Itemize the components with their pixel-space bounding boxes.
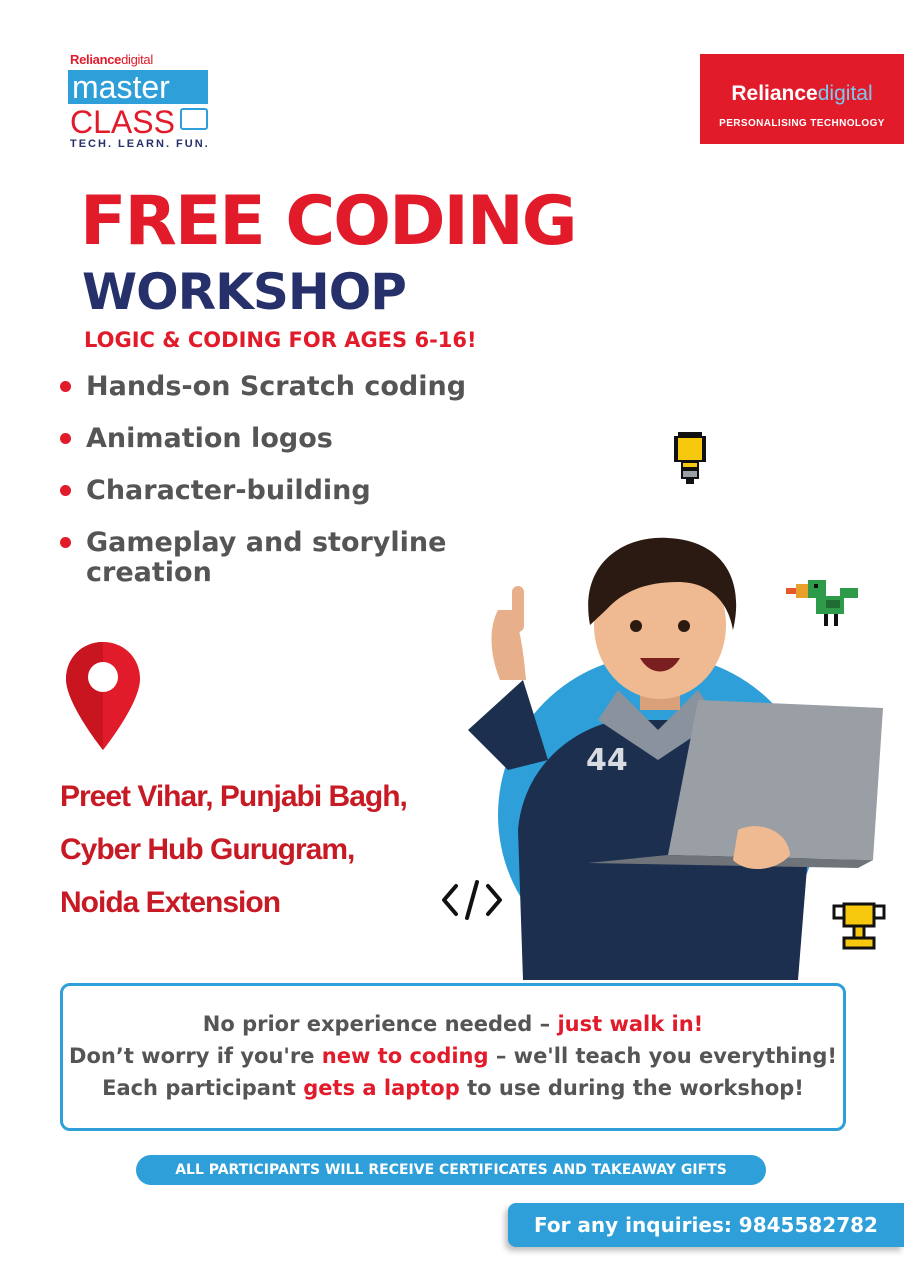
masterclass-brand	[70, 52, 153, 67]
right-eye	[678, 620, 690, 632]
feature-text: Character-building	[86, 475, 371, 506]
feature-item	[60, 528, 480, 588]
badge-brand-digital: digital	[817, 82, 873, 105]
pixel-bird-icon	[786, 574, 862, 628]
feature-text: Hands-on Scratch coding	[86, 371, 467, 402]
location-line: Noida Extension	[60, 886, 281, 919]
highlight-new-to-coding: new to coding	[321, 1044, 489, 1068]
masterclass-logo	[68, 42, 218, 154]
pointing-finger	[512, 586, 524, 632]
bullet-icon	[60, 537, 71, 548]
lightbulb-icon	[670, 430, 710, 486]
badge-tagline: PERSONALISING TECHNOLOGY	[719, 118, 885, 129]
logo-tagline: TECH. LEARN. FUN.	[70, 138, 210, 150]
info-box	[60, 983, 846, 1131]
shirt-number: 44	[586, 743, 628, 778]
badge-brand	[700, 82, 904, 106]
feature-text: Animation logos	[86, 423, 333, 454]
location-line: Preet Vihar, Punjabi Bagh,	[60, 780, 407, 813]
bullet-icon	[60, 485, 71, 496]
location-line: Cyber Hub Gurugram,	[60, 833, 355, 866]
feature-item	[60, 424, 480, 454]
reliance-digital-badge	[700, 54, 904, 144]
feature-item	[60, 372, 480, 402]
trophy-icon	[832, 900, 886, 954]
shirt-sleeve	[468, 680, 548, 770]
bullet-icon	[60, 381, 71, 392]
feature-item	[60, 476, 480, 506]
headline-free-coding: FREE CODING	[80, 182, 576, 261]
logo-word-master: master	[68, 70, 208, 104]
info-line-2: Don’t worry if you're new to coding – we'll teach you everything!	[69, 1044, 837, 1068]
location-pin-icon	[64, 640, 142, 752]
brand-main-text: Reliance	[70, 52, 122, 67]
bullet-icon	[60, 433, 71, 444]
info-line-3: Each participant gets a laptop to use during the workshop!	[102, 1076, 804, 1100]
logo-word-class: CLASS	[70, 104, 175, 140]
locations-list	[60, 770, 407, 929]
highlight-walk-in: just walk in!	[557, 1012, 704, 1036]
feature-list	[60, 372, 480, 610]
info-line-1: No prior experience needed – just walk in!	[202, 1012, 704, 1036]
headline-subtitle: LOGIC & CODING FOR AGES 6-16!	[84, 328, 477, 352]
left-eye	[630, 620, 642, 632]
keyboard-icon	[180, 108, 208, 130]
certificate-banner: ALL PARTICIPANTS WILL RECEIVE CERTIFICATES AND TAKEAWAY GIFTS	[136, 1155, 766, 1185]
brand-digital-text: digital	[121, 52, 153, 67]
highlight-gets-laptop: gets a laptop	[303, 1076, 460, 1100]
headline-workshop: WORKSHOP	[82, 263, 406, 321]
badge-brand-main: Reliance	[731, 82, 818, 105]
inquiry-contact[interactable]: For any inquiries: 9845582782	[508, 1203, 904, 1247]
feature-text: Gameplay and storyline creation	[86, 527, 447, 588]
